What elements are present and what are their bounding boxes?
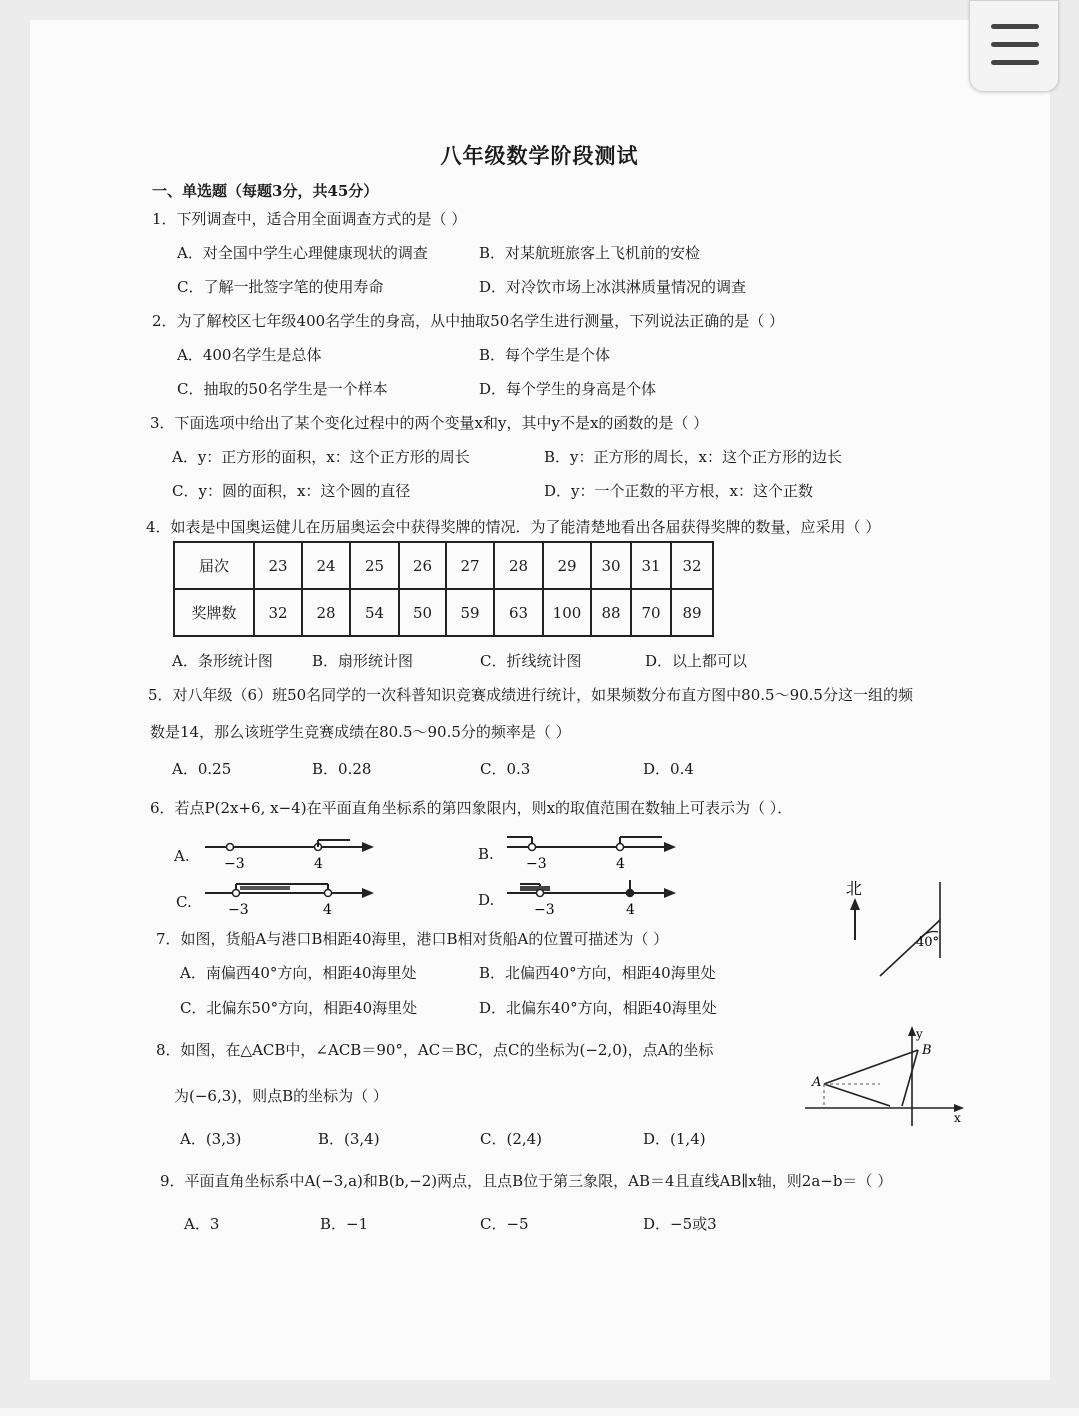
- table-cell: 32: [254, 589, 302, 636]
- menu-button[interactable]: [969, 0, 1059, 92]
- q3-option-d: D．y：一个正数的平方根，x：这个正数: [544, 482, 813, 500]
- q2-option-d: D．每个学生的身高是个体: [479, 380, 657, 398]
- table-cell: 28: [494, 542, 543, 589]
- q2-option-c: C．抽取的50名学生是一个样本: [177, 380, 388, 398]
- q5-option-c: C．0.3: [480, 760, 531, 778]
- table-cell: 28: [302, 589, 350, 636]
- table-cell: 31: [631, 542, 671, 589]
- number-line-b: [502, 830, 682, 872]
- table-cell: 59: [446, 589, 494, 636]
- table-row: [174, 542, 713, 589]
- q5-stem-line1: 5．对八年级（6）班50名同学的一次科普知识竞赛成绩进行统计，如果频数分布直方图中80.5～90.5分这一组的频: [148, 686, 913, 704]
- compass-figure: [830, 860, 960, 985]
- table-cell: 89: [671, 589, 713, 636]
- q7-stem: 7．如图，货船A与港口B相距40海里，港口B相对货船A的位置可描述为（ ）: [156, 930, 669, 948]
- table-cell: 24: [302, 542, 350, 589]
- q3-option-b: B．y：正方形的周长，x：这个正方形的边长: [544, 448, 842, 466]
- x-axis-label: x: [954, 1111, 961, 1125]
- q2-option-a: A．400名学生是总体: [177, 346, 322, 364]
- q5-stem-line2: 数是14，那么该班学生竞赛成绩在80.5～90.5分的频率是（ ）: [150, 723, 571, 741]
- q9-option-c: C．−5: [480, 1215, 529, 1233]
- q7-option-a: A．南偏西40°方向，相距40海里处: [180, 964, 417, 982]
- q4-option-a: A．条形统计图: [172, 652, 273, 670]
- tick-label: −3: [534, 902, 555, 918]
- table-cell: 70: [631, 589, 671, 636]
- section-heading: 一、单选题（每题3分，共45分）: [152, 182, 379, 200]
- tick-label: −3: [224, 856, 245, 872]
- bottom-strip: [0, 1408, 1079, 1416]
- q1-option-b: B．对某航班旅客上飞机前的安检: [479, 244, 701, 262]
- q9-option-d: D．−5或3: [643, 1215, 717, 1233]
- table-cell: 26: [399, 542, 446, 589]
- table-row: [174, 589, 713, 636]
- tick-label: 4: [323, 902, 332, 918]
- q3-option-c: C．y：圆的面积，x：这个圆的直径: [172, 482, 411, 500]
- q7-option-c: C．北偏东50°方向，相距40海里处: [180, 999, 418, 1017]
- point-a-label: A: [812, 1075, 822, 1090]
- table-cell: 100: [543, 589, 591, 636]
- q2-option-b: B．每个学生是个体: [479, 346, 611, 364]
- q9-stem: 9．平面直角坐标系中A(−3,a)和B(b,−2)两点，且点B位于第三象限，AB＝4且直线AB∥x轴，则2a−b＝（ ）: [160, 1172, 893, 1190]
- q2-stem: 2．为了解校区七年级400名学生的身高，从中抽取50名学生进行测量，下列说法正确的是（ ）: [152, 312, 785, 330]
- q8-option-d: D．(1,4): [643, 1130, 706, 1148]
- tick-label: 4: [626, 902, 635, 918]
- q7-option-d: D．北偏东40°方向，相距40海里处: [479, 999, 717, 1017]
- q4-option-d: D．以上都可以: [645, 652, 748, 670]
- q9-option-a: A．3: [184, 1215, 220, 1233]
- table-cell: 23: [254, 542, 302, 589]
- q4-option-b: B．扇形统计图: [312, 652, 414, 670]
- table-header-cell: 奖牌数: [174, 589, 254, 636]
- q3-option-a: A．y：正方形的面积，x：这个正方形的周长: [172, 448, 470, 466]
- q4-stem: 4．如表是中国奥运健儿在历届奥运会中获得奖牌的情况．为了能清楚地看出各届获得奖牌的数量，应采用（ ）: [146, 518, 881, 536]
- coordinate-figure: [800, 1020, 970, 1130]
- tick-label: −3: [526, 856, 547, 872]
- q3-stem: 3．下面选项中给出了某个变化过程中的两个变量x和y，其中y不是x的函数的是（ ）: [150, 414, 709, 432]
- q8-stem-line2: 为(−6,3)，则点B的坐标为（ ）: [174, 1087, 388, 1105]
- number-line-c: [200, 876, 380, 918]
- q8-option-b: B．(3,4): [318, 1130, 380, 1148]
- q5-option-d: D．0.4: [643, 760, 694, 778]
- medal-table: [173, 541, 714, 637]
- table-cell: 32: [671, 542, 713, 589]
- north-label: 北: [846, 879, 863, 898]
- q9-option-b: B．−1: [320, 1215, 369, 1233]
- q1-option-a: A．对全国中学生心理健康现状的调查: [177, 244, 428, 262]
- q1-option-d: D．对冷饮市场上冰淇淋质量情况的调查: [479, 278, 747, 296]
- table-cell: 50: [399, 589, 446, 636]
- q6-option-a: A.: [174, 847, 190, 865]
- table-cell: 29: [543, 542, 591, 589]
- q1-stem: 1．下列调查中，适合用全面调查方式的是（ ）: [152, 210, 467, 228]
- q8-option-a: A．(3,3): [180, 1130, 242, 1148]
- table-cell: 54: [350, 589, 399, 636]
- q6-option-c: C.: [176, 893, 192, 911]
- number-line-a: [200, 830, 380, 872]
- q7-option-b: B．北偏西40°方向，相距40海里处: [479, 964, 716, 982]
- q5-option-b: B．0.28: [312, 760, 372, 778]
- angle-label: 40°: [916, 935, 940, 950]
- q4-option-c: C．折线统计图: [480, 652, 582, 670]
- q6-option-b: B.: [478, 845, 494, 863]
- table-header-cell: 届次: [174, 542, 254, 589]
- table-cell: 25: [350, 542, 399, 589]
- page-title: 八年级数学阶段测试: [440, 143, 639, 168]
- tick-label: 4: [616, 856, 625, 872]
- q1-option-c: C．了解一批签字笔的使用寿命: [177, 278, 384, 296]
- table-cell: 27: [446, 542, 494, 589]
- table-cell: 30: [591, 542, 631, 589]
- table-cell: 63: [494, 589, 543, 636]
- q5-option-a: A．0.25: [172, 760, 232, 778]
- point-b-label: B: [922, 1043, 932, 1058]
- q6-stem: 6．若点P(2x+6, x−4)在平面直角坐标系的第四象限内，则x的取值范围在数轴上可表示为（ ）．: [150, 799, 793, 817]
- q6-option-d: D.: [478, 891, 495, 909]
- tick-label: 4: [314, 856, 323, 872]
- tick-label: −3: [228, 902, 249, 918]
- y-axis-label: y: [916, 1027, 923, 1041]
- table-cell: 88: [591, 589, 631, 636]
- q8-option-c: C．(2,4): [480, 1130, 543, 1148]
- number-line-d: [502, 876, 682, 918]
- q8-stem-line1: 8．如图，在△ACB中，∠ACB＝90°，AC＝BC，点C的坐标为(−2,0)，点A的坐标: [156, 1041, 714, 1059]
